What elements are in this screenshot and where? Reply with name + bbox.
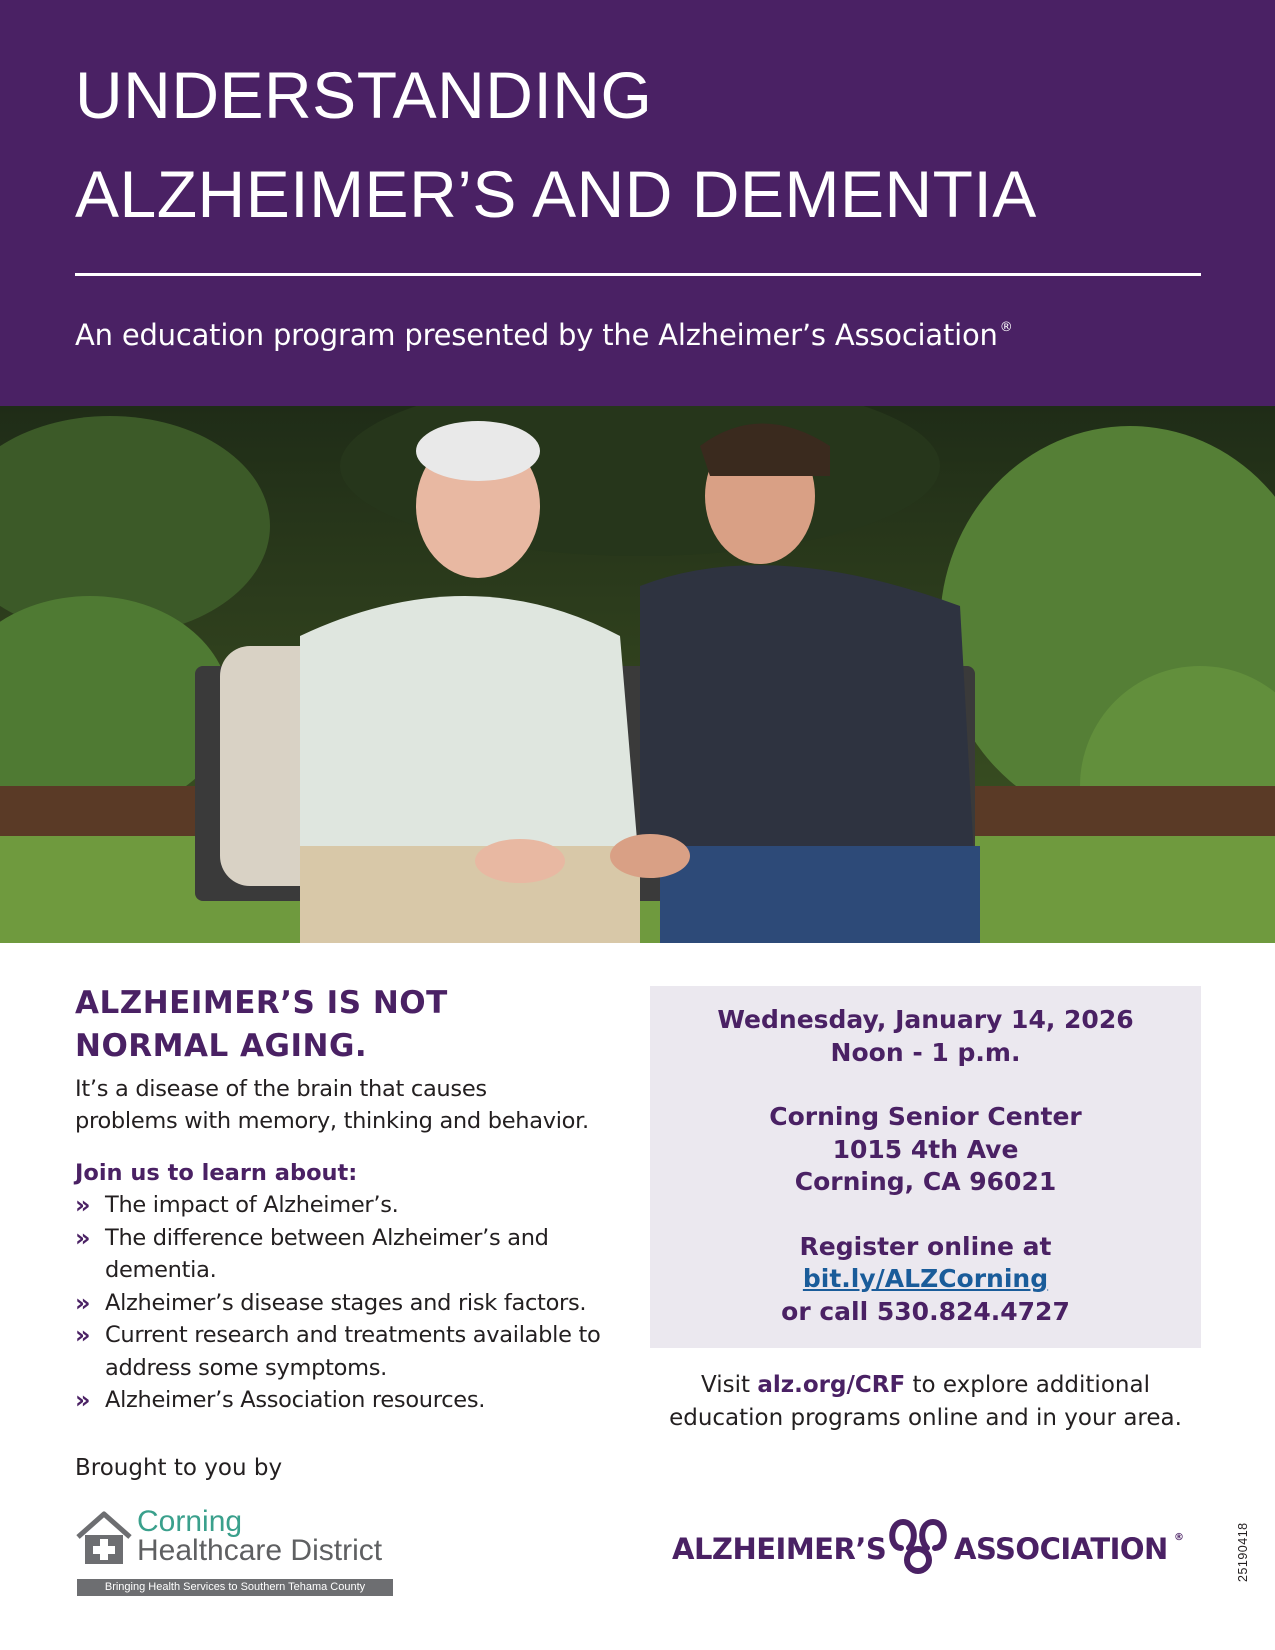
- section-heading: [75, 982, 635, 1068]
- call-line: or call 530.824.4727: [781, 1296, 1070, 1326]
- registered-mark: ®: [999, 320, 1013, 335]
- house-cross-icon: [75, 1510, 133, 1566]
- list-item-text: The difference between Alzheimer’s and dementia.: [105, 1224, 549, 1283]
- logo-word-alzheimers: ALZHEIMER’S: [672, 1532, 887, 1566]
- chevron-right-icon: »: [75, 1386, 91, 1414]
- association-symbol-icon: [887, 1518, 949, 1574]
- heading-line-1: ALZHEIMER’S IS NOT: [75, 985, 448, 1021]
- list-item: [75, 1189, 635, 1222]
- event-time: Noon - 1 p.m.: [830, 1037, 1021, 1067]
- spacer: [650, 1199, 1201, 1231]
- visit-prefix: Visit: [701, 1372, 758, 1398]
- page-title-line-1: UNDERSTANDING: [75, 58, 653, 132]
- chevron-right-icon: »: [75, 1191, 91, 1219]
- header-divider: [75, 273, 1201, 276]
- intro-line-1: It’s a disease of the brain that causes: [75, 1076, 487, 1102]
- event-details-box: [650, 986, 1201, 1348]
- register-label: Register online at: [799, 1231, 1052, 1261]
- alz-crf-link[interactable]: alz.org/CRF: [757, 1372, 906, 1398]
- list-item: [75, 1319, 635, 1384]
- logo-tagline: Bringing Health Services to Southern Tehama County: [77, 1579, 393, 1596]
- hero-photo: [0, 406, 1275, 943]
- header-banner: [0, 0, 1275, 406]
- visit-line-2: education programs online and in your area.: [669, 1404, 1182, 1431]
- list-item: [75, 1384, 635, 1417]
- learn-heading: Join us to learn about:: [75, 1160, 358, 1186]
- register-link[interactable]: bit.ly/ALZCorning: [802, 1264, 1049, 1293]
- list-item-text: Current research and treatments available to address some symptoms.: [105, 1322, 601, 1381]
- brought-to-you-by: Brought to you by: [75, 1455, 283, 1481]
- corning-name: Corning: [137, 1505, 243, 1538]
- list-item: [75, 1222, 635, 1287]
- event-city: Corning, CA 96021: [794, 1167, 1057, 1196]
- event-street: 1015 4th Ave: [832, 1134, 1019, 1164]
- list-item-text: Alzheimer’s disease stages and risk factors.: [105, 1289, 587, 1316]
- logo-word-association: ASSOCIATION: [954, 1532, 1168, 1566]
- visit-suffix: to explore additional: [905, 1372, 1150, 1398]
- chevron-right-icon: »: [75, 1321, 91, 1349]
- document-code: 25190418: [1236, 1522, 1250, 1582]
- heading-line-2: NORMAL AGING.: [75, 1028, 368, 1064]
- list-item: [75, 1287, 635, 1320]
- registered-mark: ®: [1174, 1532, 1184, 1543]
- page-title-line-2: ALZHEIMER’S AND DEMENTIA: [75, 157, 1037, 231]
- event-date: Wednesday, January 14, 2026: [717, 1005, 1134, 1034]
- page-subtitle: An education program presented by the Alzheimer’s Association ®: [75, 318, 1013, 352]
- alzheimers-association-logo: [672, 1518, 1192, 1578]
- chevron-right-icon: »: [75, 1223, 91, 1252]
- list-item-text: Alzheimer’s Association resources.: [105, 1387, 486, 1413]
- intro-text: [75, 1073, 635, 1137]
- topic-list: [75, 1189, 635, 1417]
- corning-healthcare-logo: [75, 1505, 395, 1605]
- spacer: [650, 1069, 1201, 1101]
- visit-text: [650, 1369, 1201, 1434]
- healthcare-district-name: Healthcare District: [137, 1534, 383, 1567]
- intro-line-2: problems with memory, thinking and behavior.: [75, 1108, 589, 1134]
- chevron-right-icon: »: [75, 1288, 91, 1317]
- list-item-text: The impact of Alzheimer’s.: [105, 1192, 399, 1218]
- event-venue: Corning Senior Center: [769, 1102, 1082, 1131]
